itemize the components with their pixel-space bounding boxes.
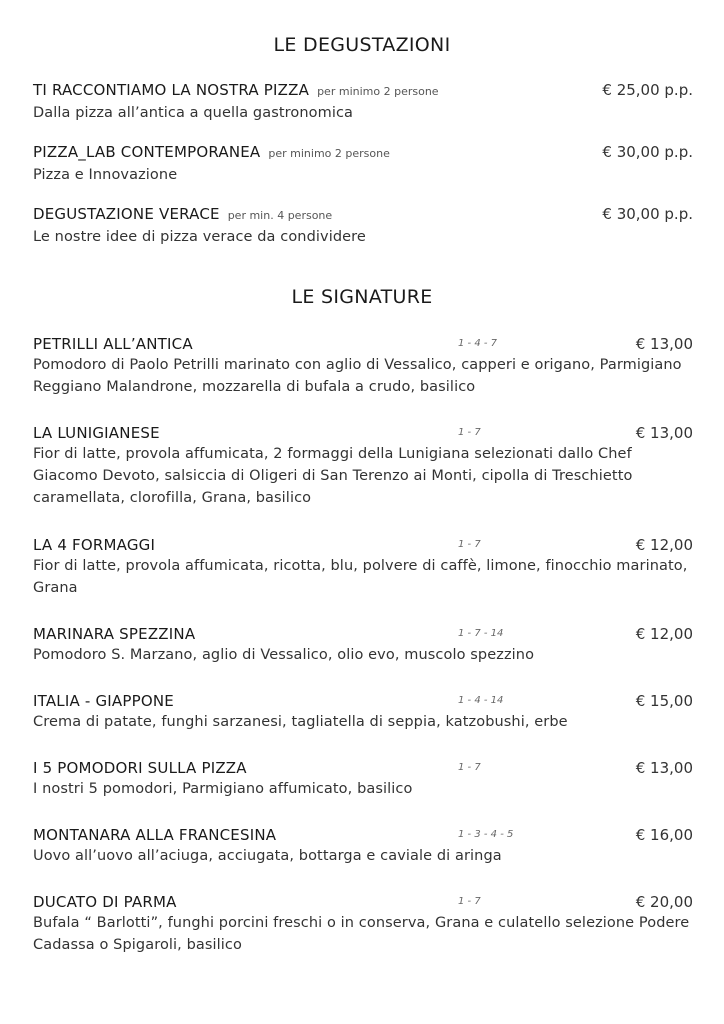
item-description: I nostri 5 pomodori, Parmigiano affumicato, basilico xyxy=(33,781,413,797)
item-allergens: 1 - 7 xyxy=(458,762,481,773)
item-price: € 30,00 p.p. xyxy=(602,205,693,223)
tasting-item-3 xyxy=(33,204,693,248)
item-name: MARINARA SPEZZINA xyxy=(33,625,196,643)
item-description: Pomodoro S. Marzano, aglio di Vessalico, olio evo, muscolo spezzino xyxy=(33,647,535,663)
pizza-item-1 xyxy=(33,334,693,398)
item-description: Fior di latte, provola affumicata, 2 formaggi della Lunigiana selezionati dallo Chef Giacomo Devoto, salsiccia di Oligeri di San Terenzo ai Monti, cipolla di Treschietto caramellata, clorofilla, Grana, basilico xyxy=(33,446,633,506)
item-price: € 30,00 p.p. xyxy=(602,143,693,161)
item-description: Pomodoro di Paolo Petrilli marinato con aglio di Vessalico, capperi e origano, Parmigiano Reggiano Malandrone, mozzarella di bufala a crudo, basilico xyxy=(33,357,682,395)
item-note: per min. 4 persone xyxy=(227,209,333,222)
item-name: PETRILLI ALL’ANTICA xyxy=(33,335,193,353)
item-description: Le nostre idee di pizza verace da condividere xyxy=(33,229,366,245)
item-allergens: 1 - 7 xyxy=(458,896,481,907)
item-allergens: 1 - 7 - 14 xyxy=(458,628,504,639)
item-name: I 5 POMODORI SULLA PIZZA xyxy=(33,759,247,777)
item-description: Uovo all’uovo all’aciuga, acciugata, bottarga e caviale di aringa xyxy=(33,848,502,864)
pizza-item-8 xyxy=(33,892,693,956)
item-price: € 12,00 xyxy=(635,536,693,554)
tasting-item-1 xyxy=(33,80,693,124)
signature-title: LE SIGNATURE xyxy=(291,286,433,308)
item-description: Dalla pizza all’antica a quella gastronomica xyxy=(33,105,354,121)
pizza-item-3 xyxy=(33,535,693,599)
item-name: PIZZA_LAB CONTEMPORANEA xyxy=(33,143,261,161)
item-description: Bufala “ Barlotti”, funghi porcini freschi o in conserva, Grana e culatello selezione Podere Cadassa o Spigaroli, basilico xyxy=(33,915,690,953)
item-allergens: 1 - 4 - 14 xyxy=(458,695,504,706)
item-note: per minimo 2 persone xyxy=(317,85,439,98)
item-allergens: 1 - 7 xyxy=(458,427,481,438)
tasting-item-2 xyxy=(33,142,693,186)
pizza-item-7 xyxy=(33,825,693,867)
item-name: MONTANARA ALLA FRANCESINA xyxy=(33,826,277,844)
item-description: Crema di patate, funghi sarzanesi, tagliatella di seppia, katzobushi, erbe xyxy=(33,714,568,730)
item-price: € 13,00 xyxy=(635,335,693,353)
pizza-item-5 xyxy=(33,691,693,733)
item-name: LA 4 FORMAGGI xyxy=(33,536,156,554)
pizza-item-4 xyxy=(33,624,693,666)
item-allergens: 1 - 4 - 7 xyxy=(458,338,498,349)
item-allergens: 1 - 7 xyxy=(458,539,481,550)
item-price: € 15,00 xyxy=(635,692,693,710)
item-price: € 13,00 xyxy=(635,424,693,442)
item-price: € 16,00 xyxy=(635,826,693,844)
item-note: per minimo 2 persone xyxy=(268,147,390,160)
item-price: € 12,00 xyxy=(635,625,693,643)
item-description: Pizza e Innovazione xyxy=(33,167,178,183)
item-name: DEGUSTAZIONE VERACE xyxy=(33,205,220,223)
item-name: TI RACCONTIAMO LA NOSTRA PIZZA xyxy=(33,81,310,99)
item-name: DUCATO DI PARMA xyxy=(33,893,177,911)
item-name: ITALIA - GIAPPONE xyxy=(33,692,174,710)
degustazioni-title: LE DEGUSTAZIONI xyxy=(273,34,451,56)
item-price: € 13,00 xyxy=(635,759,693,777)
pizza-item-2 xyxy=(33,423,693,509)
pizza-item-6 xyxy=(33,758,693,800)
item-description: Fior di latte, provola affumicata, ricotta, blu, polvere di caffè, limone, finocchio marinato, Grana xyxy=(33,558,688,596)
item-name: LA LUNIGIANESE xyxy=(33,424,160,442)
item-price: € 20,00 xyxy=(635,893,693,911)
item-allergens: 1 - 3 - 4 - 5 xyxy=(458,829,514,840)
item-price: € 25,00 p.p. xyxy=(602,81,693,99)
